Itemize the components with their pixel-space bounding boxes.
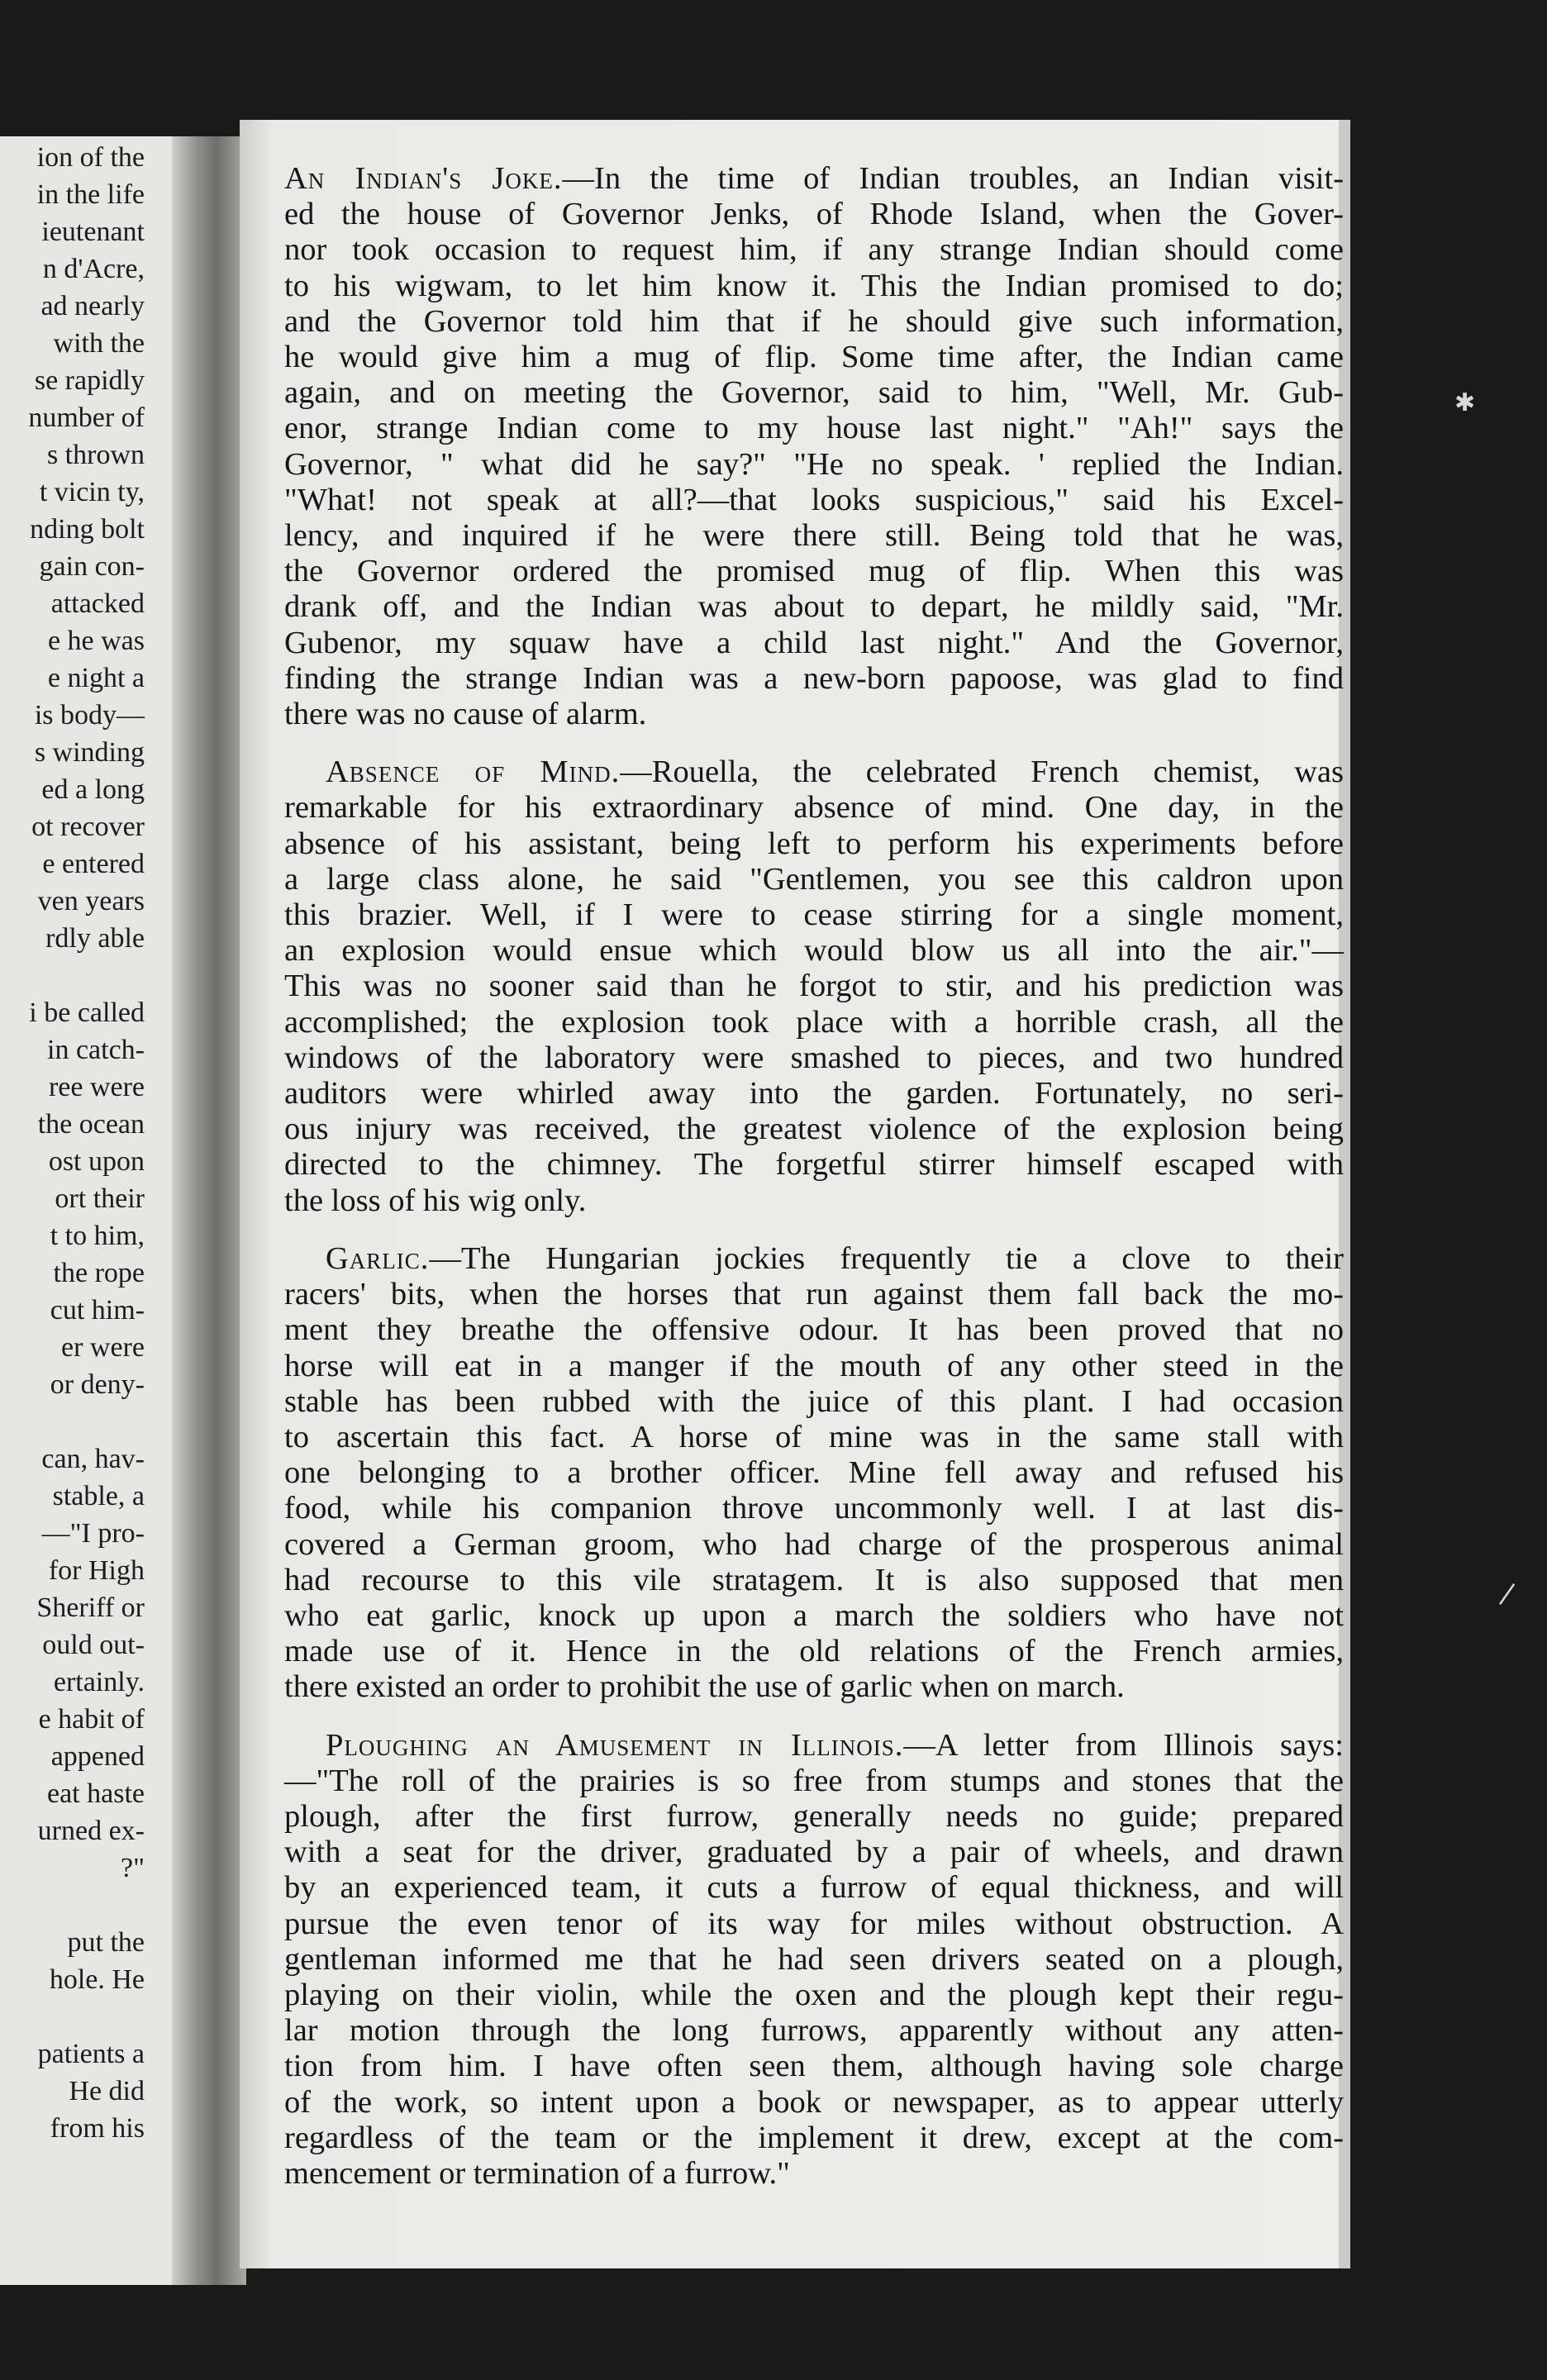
left-column-line: e he was bbox=[47, 626, 145, 656]
left-column-line: n d'Acre, bbox=[42, 254, 145, 284]
article-column bbox=[284, 161, 1344, 2214]
article-line: Ploughing an Amusement in Illinois.—A letter from Illinois says: bbox=[326, 1727, 1344, 1763]
left-column-line: Sheriff or bbox=[36, 1592, 145, 1623]
article-line: the loss of his wig only. bbox=[284, 1183, 587, 1218]
article-body bbox=[284, 1728, 1344, 2192]
article-line: remarkable for his extraordinary absence of mind. One day, in the bbox=[284, 790, 1344, 826]
article-line: plough, after the first furrow, generally needs no guide; prepared bbox=[284, 1798, 1344, 1834]
article-ploughing-illinois bbox=[284, 1728, 1344, 2192]
left-column-line: s winding bbox=[34, 737, 145, 768]
article-line: gentleman informed me that he had seen drivers seated on a plough, bbox=[284, 1941, 1344, 1977]
left-column-line: for High bbox=[48, 1555, 145, 1586]
article-line: accomplished; the explosion took place with a horrible crash, all the bbox=[284, 1004, 1344, 1040]
left-column-line: number of bbox=[28, 402, 145, 433]
article-line: horse will eat in a manger if the mouth of any other steed in the bbox=[284, 1348, 1344, 1383]
article-line: —"The roll of the prairies is so free from stumps and stones that the bbox=[284, 1763, 1344, 1798]
article-line: ous injury was received, the greatest violence of the explosion being bbox=[284, 1111, 1344, 1147]
left-column-line: i be called bbox=[29, 997, 145, 1028]
left-column-line: t to him, bbox=[50, 1221, 145, 1251]
left-column-line: ort their bbox=[55, 1183, 145, 1214]
left-column-gap bbox=[0, 1403, 145, 1440]
article-line: by an experienced team, it cuts a furrow of equal thickness, and will bbox=[284, 1870, 1344, 1906]
article-line: covered a German groom, who had charge of the prosperous animal bbox=[284, 1526, 1344, 1562]
left-column-line: patients a bbox=[37, 2039, 145, 2069]
left-column-line: stable, a bbox=[52, 1481, 145, 1511]
article-line: Absence of Mind.—Rouella, the celebrated French chemist, was bbox=[326, 754, 1344, 790]
article-line: had recourse to this vile stratagem. It is also supposed that men bbox=[284, 1562, 1344, 1597]
article-line: This was no sooner said than he forgot to stir, and his prediction was bbox=[284, 969, 1344, 1004]
article-heading: An Indian's Joke. bbox=[284, 161, 563, 196]
left-column-line: er were bbox=[61, 1332, 145, 1363]
article-line: playing on their violin, while the oxen and the plough kept their regu- bbox=[284, 1977, 1344, 2012]
left-column-line: from his bbox=[50, 2113, 145, 2144]
article-garlic bbox=[284, 1241, 1344, 1706]
left-column-line: is body— bbox=[34, 700, 145, 731]
left-column-gap bbox=[0, 1887, 145, 1924]
left-column-line: appened bbox=[50, 1741, 145, 1772]
article-line: Gubenor, my squaw have a child last night." And the Governor, bbox=[284, 625, 1344, 660]
page-gutter-shadow bbox=[172, 136, 246, 2285]
left-column-line: ion of the bbox=[36, 142, 145, 173]
article-line: there was no cause of alarm. bbox=[284, 697, 647, 732]
left-column-line: ad nearly bbox=[40, 291, 145, 321]
article-line: this brazier. Well, if I were to cease stirring for a single moment, bbox=[284, 897, 1344, 933]
article-heading: Garlic. bbox=[326, 1240, 430, 1276]
left-column-line: nding bolt bbox=[30, 514, 145, 545]
article-line: one belonging to a brother officer. Mine fell away and refused his bbox=[284, 1455, 1344, 1491]
article-line: of the work, so intent upon a book or newspaper, as to appear utterly bbox=[284, 2084, 1344, 2120]
left-column-line: t vicin ty, bbox=[39, 477, 145, 507]
article-line: lar motion through the long furrows, apparently without any atten- bbox=[284, 2013, 1344, 2049]
left-column-line: urned ex- bbox=[37, 1816, 145, 1846]
article-line: made use of it. Hence in the old relations of the French armies, bbox=[284, 1634, 1344, 1669]
left-column-line: hole. He bbox=[49, 1964, 145, 1995]
article-line: racers' bits, when the horses that run against them fall back the mo- bbox=[284, 1277, 1344, 1312]
left-column-line: e habit of bbox=[38, 1704, 145, 1735]
left-column-line: ertainly. bbox=[53, 1667, 145, 1697]
article-heading: Ploughing an Amusement in Illinois. bbox=[326, 1727, 904, 1763]
left-column-gap bbox=[0, 957, 145, 994]
left-column-line: ot recover bbox=[31, 812, 145, 842]
article-line: auditors were whirled away into the garden. Fortunately, no seri- bbox=[284, 1076, 1344, 1111]
article-line: An Indian's Joke.—In the time of Indian troubles, an Indian visit- bbox=[284, 161, 1344, 196]
left-column-line: rdly able bbox=[45, 923, 145, 954]
article-line: ment they breathe the offensive odour. It has been proved that no bbox=[284, 1312, 1344, 1348]
left-column-line: e night a bbox=[47, 663, 145, 693]
left-column-line: s thrown bbox=[46, 440, 145, 470]
left-column-line: or deny- bbox=[50, 1369, 145, 1400]
left-column-line: ree were bbox=[48, 1072, 145, 1102]
article-line: pursue the even tenor of its way for miles without obstruction. A bbox=[284, 1906, 1344, 1941]
article-line: to his wigwam, to let him know it. This the Indian promised to do; bbox=[284, 268, 1344, 303]
left-column-line: in the life bbox=[36, 179, 145, 210]
article-line: nor took occasion to request him, if any strange Indian should come bbox=[284, 232, 1344, 268]
article-absence-of-mind bbox=[284, 754, 1344, 1219]
left-column-line: He did bbox=[69, 2076, 145, 2106]
left-column-line: can, hav- bbox=[41, 1444, 145, 1474]
article-line: with a seat for the driver, graduated by a pair of wheels, and drawn bbox=[284, 1835, 1344, 1870]
article-heading: Absence of Mind. bbox=[326, 754, 621, 790]
article-line: mencement or termination of a furrow." bbox=[284, 2155, 790, 2191]
article-line: he would give him a mug of flip. Some time after, the Indian came bbox=[284, 340, 1344, 375]
article-line: Garlic.—The Hungarian jockies frequently tie a clove to their bbox=[326, 1240, 1344, 1276]
left-column-line: eat haste bbox=[47, 1778, 145, 1809]
article-line: food, while his companion throve uncommonly well. I at last dis- bbox=[284, 1491, 1344, 1526]
article-line: drank off, and the Indian was about to depart, he mildly said, "Mr. bbox=[284, 589, 1344, 625]
left-column-line: ieutenant bbox=[41, 217, 145, 247]
left-column-line: put the bbox=[67, 1927, 145, 1958]
article-indians-joke bbox=[284, 161, 1344, 732]
article-line: finding the strange Indian was a new-born papoose, was glad to find bbox=[284, 660, 1344, 696]
left-column-line: with the bbox=[53, 328, 145, 359]
article-line: windows of the laboratory were smashed to pieces, and two hundred bbox=[284, 1040, 1344, 1075]
left-column-line: —"I pro- bbox=[41, 1518, 145, 1549]
article-body bbox=[284, 161, 1344, 732]
article-line: there existed an order to prohibit the use of garlic when on march. bbox=[284, 1669, 1125, 1705]
left-column-line: the ocean bbox=[37, 1109, 145, 1140]
article-line: regardless of the team or the implement it drew, except at the com- bbox=[284, 2120, 1344, 2155]
article-line: an explosion would ensue which would blow us all into the air."— bbox=[284, 933, 1344, 969]
left-page-text-column bbox=[0, 139, 145, 2147]
article-line: tion from him. I have often seen them, although having sole charge bbox=[284, 2049, 1344, 2084]
article-line: enor, strange Indian come to my house last night." "Ah!" says the bbox=[284, 411, 1344, 446]
left-column-line: ould out- bbox=[42, 1630, 145, 1660]
left-column-line: gain con- bbox=[39, 551, 145, 582]
left-column-line: cut him- bbox=[50, 1295, 145, 1326]
article-line: again, and on meeting the Governor, said to him, "Well, Mr. Gub- bbox=[284, 375, 1344, 411]
article-line: "What! not speak at all?—that looks suspicious," said his Excel- bbox=[284, 482, 1344, 517]
article-line: a large class alone, he said "Gentlemen, you see this caldron upon bbox=[284, 861, 1344, 897]
left-column-line: ed a long bbox=[41, 774, 145, 805]
article-line: to ascertain this fact. A horse of mine was in the same stall with bbox=[284, 1419, 1344, 1454]
article-line: ed the house of Governor Jenks, of Rhode Island, when the Gover- bbox=[284, 197, 1344, 232]
left-column-line: se rapidly bbox=[34, 365, 145, 396]
article-body bbox=[284, 754, 1344, 1219]
article-line: and the Governor told him that if he should give such information, bbox=[284, 303, 1344, 339]
left-column-gap bbox=[0, 1998, 145, 2035]
left-column-line: ost upon bbox=[48, 1146, 145, 1177]
scan-speck-mark: ✱ bbox=[1454, 389, 1476, 416]
scan-speck-mark: ❘ bbox=[1491, 1575, 1525, 1611]
article-line: directed to the chimney. The forgetful stirrer himself escaped with bbox=[284, 1147, 1344, 1183]
left-column-line: e entered bbox=[42, 849, 145, 879]
article-line: absence of his assistant, being left to perform his experiments before bbox=[284, 826, 1344, 861]
left-column-line: ?" bbox=[121, 1853, 145, 1883]
left-column-line: attacked bbox=[50, 588, 145, 619]
article-body bbox=[284, 1241, 1344, 1706]
article-line: Governor, " what did he say?" "He no speak. ' replied the Indian. bbox=[284, 446, 1344, 482]
article-line: who eat garlic, knock up upon a march the soldiers who have not bbox=[284, 1597, 1344, 1633]
left-column-line: in catch- bbox=[47, 1035, 145, 1065]
article-line: lency, and inquired if he were there still. Being told that he was, bbox=[284, 518, 1344, 554]
left-column-line: ven years bbox=[37, 886, 145, 916]
left-column-line: the rope bbox=[53, 1258, 145, 1288]
article-line: stable has been rubbed with the juice of this plant. I had occasion bbox=[284, 1383, 1344, 1419]
article-line: the Governor ordered the promised mug of flip. When this was bbox=[284, 554, 1344, 589]
